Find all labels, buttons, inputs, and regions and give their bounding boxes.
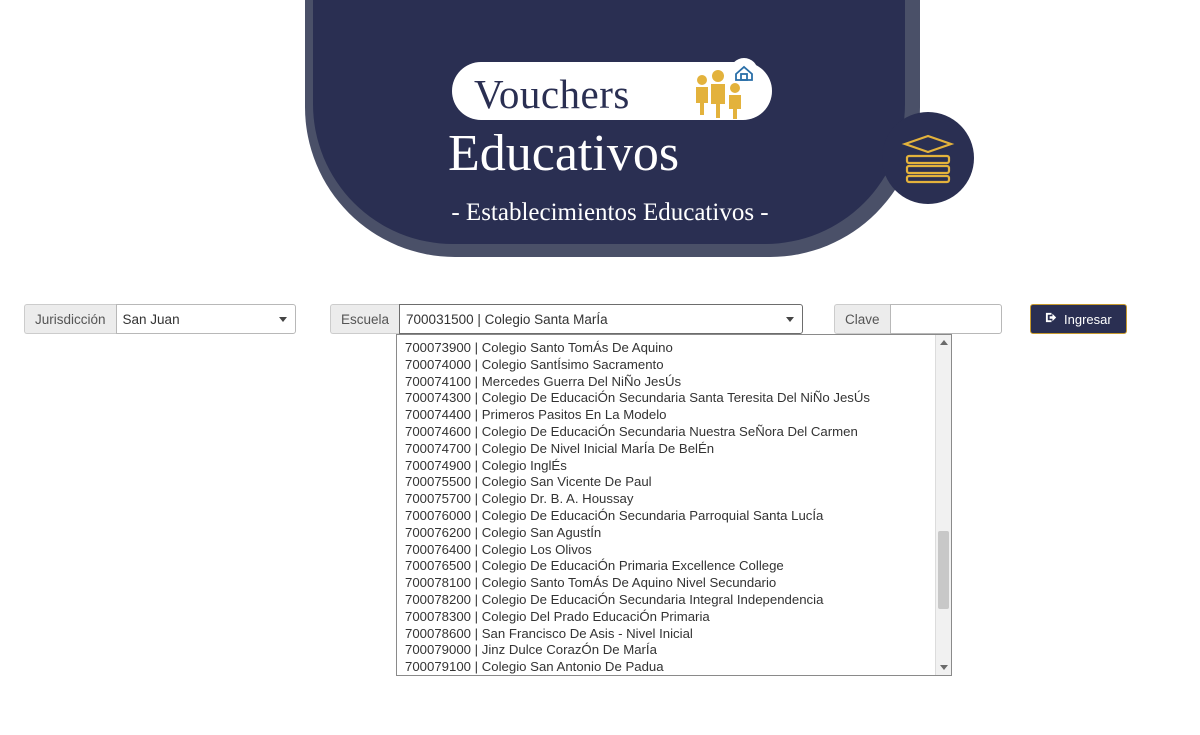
scroll-down-arrow-icon[interactable] (936, 660, 951, 675)
escuela-dropdown-list[interactable] (396, 334, 952, 676)
dropdown-option[interactable]: 700074900 | Colegio InglÉs (405, 457, 567, 473)
dropdown-option[interactable]: 700078100 | Colegio Santo TomÁs De Aquino Nivel Secundario (405, 575, 777, 591)
scrollbar-thumb[interactable] (938, 531, 949, 609)
jurisdiccion-select[interactable] (116, 304, 296, 334)
escuela-field-group (330, 304, 803, 334)
escuela-select[interactable] (399, 304, 803, 334)
dropdown-option[interactable]: 700074700 | Colegio De Nivel Inicial MarÍa De BelÉn (405, 440, 715, 456)
dropdown-option[interactable]: 700076000 | Colegio De EducaciÓn Secundaria Parroquial Santa LucÍa (405, 507, 824, 523)
ingresar-button[interactable] (1030, 304, 1127, 334)
clave-field-group (834, 304, 1002, 334)
dropdown-option[interactable]: 700078600 | San Francisco De Asis - Nivel Inicial (405, 625, 693, 641)
escuela-label: Escuela (330, 304, 399, 334)
dropdown-option[interactable]: 700076400 | Colegio Los Olivos (405, 541, 592, 557)
banner-subtitle: - Establecimientos Educativos - (451, 199, 769, 226)
dropdown-option[interactable]: 700078300 | Colegio Del Prado EducaciÓn Primaria (405, 608, 710, 624)
chevron-down-icon (786, 317, 794, 322)
dropdown-option[interactable]: 700076500 | Colegio De EducaciÓn Primaria Excellence College (405, 558, 784, 574)
dropdown-scrollbar[interactable] (935, 335, 951, 675)
dropdown-option[interactable]: 700075700 | Colegio Dr. B. A. Houssay (405, 491, 634, 507)
jurisdiccion-value: San Juan (122, 311, 180, 327)
dropdown-option[interactable]: 700078200 | Colegio De EducaciÓn Secundaria Integral Independencia (405, 591, 824, 607)
sign-in-icon (1045, 311, 1058, 327)
dropdown-option[interactable]: 700075500 | Colegio San Vicente De Paul (405, 474, 652, 490)
scroll-up-arrow-icon[interactable] (936, 335, 951, 350)
dropdown-option[interactable]: 700079000 | Jinz Dulce CorazÓn De MarÍa (405, 642, 657, 658)
family-school-icon (688, 58, 764, 120)
dropdown-option[interactable]: 700074100 | Mercedes Guerra Del NiÑo JesÚs (405, 373, 682, 389)
dropdown-option[interactable]: 700076200 | Colegio San AgustÍn (405, 524, 602, 540)
clave-label: Clave (834, 304, 890, 334)
jurisdiccion-field-group (24, 304, 296, 334)
books-icon (899, 132, 957, 184)
clave-input[interactable] (890, 304, 1002, 334)
escuela-value: 700031500 | Colegio Santa MarÍa (406, 311, 608, 327)
vouchers-title: Vouchers (474, 71, 630, 117)
header-banner (0, 0, 1200, 262)
dropdown-option[interactable]: 700079100 | Colegio San Antonio De Padua (405, 659, 664, 675)
dropdown-option[interactable]: 700074400 | Primeros Pasitos En La Modelo (405, 407, 667, 423)
ingresar-button-label: Ingresar (1064, 311, 1112, 327)
dropdown-option[interactable]: 700074000 | Colegio SantÍsimo Sacramento (405, 356, 664, 372)
dropdown-option[interactable]: 700074600 | Colegio De EducaciÓn Secundaria Nuestra SeÑora Del Carmen (405, 423, 858, 439)
dropdown-option[interactable]: 700073900 | Colegio Santo TomÁs De Aquino (405, 340, 673, 355)
educativos-title: Educativos (448, 125, 680, 182)
dropdown-option[interactable]: 700074300 | Colegio De EducaciÓn Secundaria Santa Teresita Del NiÑo JesÚs (405, 390, 871, 406)
chevron-down-icon (279, 317, 287, 322)
jurisdiccion-label: Jurisdicción (24, 304, 116, 334)
dropdown-options (397, 335, 937, 676)
